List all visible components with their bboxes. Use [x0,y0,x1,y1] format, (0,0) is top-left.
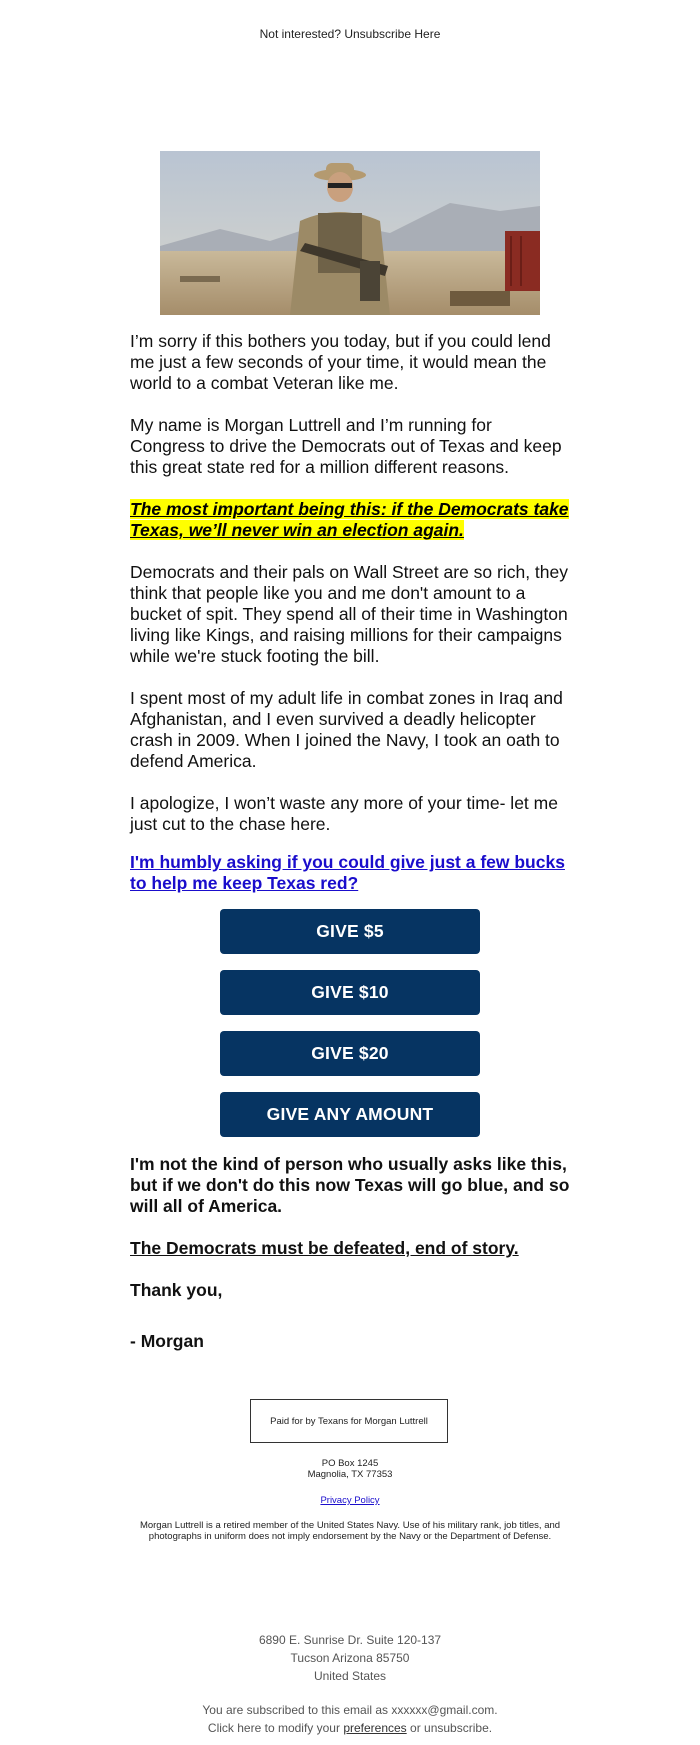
unsubscribe-link[interactable]: Not interested? Unsubscribe Here [259,27,441,41]
give-20-button[interactable]: GIVE $20 [220,1031,480,1076]
campaign-city: Magnolia, TX 77353 [307,1469,393,1480]
sign-off: Thank you, [130,1280,223,1300]
modify-prefix: Click here to modify your [207,1721,340,1735]
highlight-text: The most important being this: if the Democrats take Texas, we’ll never win an election again. [130,499,569,540]
give-any-amount-button[interactable]: GIVE ANY AMOUNT [220,1092,480,1137]
footer-country: United States [313,1669,387,1683]
campaign-address [0,1458,700,1480]
footer-city: Tucson Arizona 85750 [290,1651,410,1665]
subscriber-email: xxxxxx@gmail.com. [391,1703,498,1717]
email-body [130,331,570,1373]
highlight-paragraph [130,499,570,541]
hero-image [160,151,540,315]
paid-for-disclaimer: Paid for by Texans for Morgan Luttrell [250,1399,448,1443]
footer-street: 6890 E. Sunrise Dr. Suite 120-137 [258,1633,442,1647]
give-5-button[interactable]: GIVE $5 [220,909,480,954]
paragraph-name: My name is Morgan Luttrell and I’m running for Congress to drive the Democrats out of Texas and keep this great state red for a million different reasons. [130,415,562,477]
po-box: PO Box 1245 [321,1458,379,1469]
closing-paragraph: I'm not the kind of person who usually asks like this, but if we don't do this now Texas will go blue, and so will all of America. [130,1154,570,1216]
military-disclaimer: Morgan Luttrell is a retired member of the United States Navy. Use of his military rank, job titles, and photographs in uniform does not imply endorsement by the Navy or the Department of Defense. [139,1520,561,1542]
paragraph-democrats: Democrats and their pals on Wall Street are so rich, they think that people like you and me don't amount to a bucket of spit. They spend all of their time in Washington living like Kings, and raising millions for their campaigns while we're stuck footing the bill. [130,562,569,666]
give-10-button[interactable]: GIVE $10 [220,970,480,1015]
paragraph-intro: I’m sorry if this bothers you today, but if you could lend me just a few seconds of your time, it would mean the world to a combat Veteran like me. [130,331,551,393]
subscribed-prefix: You are subscribed to this email as [202,1703,389,1717]
modify-line [0,1719,700,1737]
subscription-info [0,1701,700,1737]
paragraph-apology: I apologize, I won’t waste any more of your time- let me just cut to the chase here. [130,793,558,834]
footer-address [0,1631,700,1685]
privacy-policy-link[interactable]: Privacy Policy [320,1495,380,1506]
signature: - Morgan [130,1331,204,1351]
soldier-photo-icon [160,151,540,315]
closing-statement: The Democrats must be defeated, end of story. [130,1238,519,1258]
preferences-link[interactable]: preferences [343,1721,407,1735]
privacy-section [0,1495,700,1506]
subscribed-line [0,1701,700,1719]
paragraph-service: I spent most of my adult life in combat zones in Iraq and Afghanistan, and I even survived a deadly helicopter crash in 2009. When I joined the Navy, I took an oath to defend America. [130,688,563,771]
modify-suffix[interactable]: or unsubscribe. [410,1721,493,1735]
ask-link[interactable]: I'm humbly asking if you could give just a few bucks to help me keep Texas red? [130,852,565,893]
